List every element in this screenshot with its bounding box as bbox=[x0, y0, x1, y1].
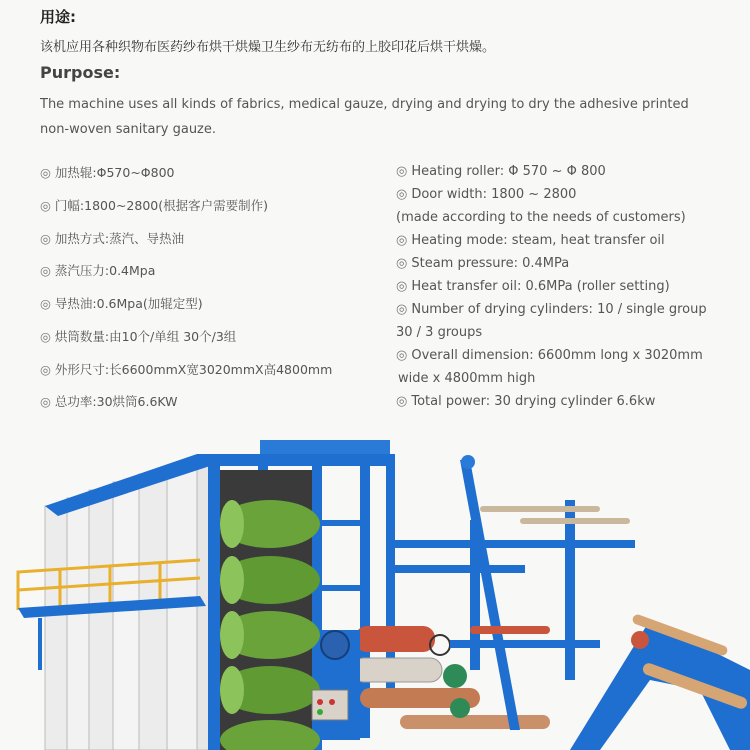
bullet-icon: ◎ bbox=[40, 329, 51, 344]
bullet-icon: ◎ bbox=[396, 233, 408, 248]
spec-cn-door-width: ◎ 门幅:1800~2800(根据客户需要制作) bbox=[40, 198, 268, 213]
bullet-icon: ◎ bbox=[396, 256, 408, 271]
spec-cn-heat-transfer-oil: ◎ 导热油:0.6Mpa(加辊定型) bbox=[40, 296, 203, 311]
purpose-text-cn: 该机应用各种织物布医药纱布烘干烘燥卫生纱布无纺布的上胶印花后烘干烘燥。 bbox=[40, 40, 496, 55]
bullet-icon: ◎ bbox=[396, 279, 408, 294]
spec-cn-overall-dimension: ◎ 外形尺寸:长6600mmX宽3020mmX高4800mm bbox=[40, 362, 333, 377]
spec-en-heat-transfer-oil: ◎ Heat transfer oil: 0.6MPa (roller setting) bbox=[396, 279, 670, 294]
bullet-icon: ◎ bbox=[396, 394, 408, 409]
spec-cn-total-power: ◎ 总功率:30烘筒6.6KW bbox=[40, 394, 178, 409]
purpose-text-en: The machine uses all kinds of fabrics, medical gauze, drying and drying to dry the adhesive printed non-woven sanitary gauze. bbox=[40, 97, 689, 137]
spec-en-door-width-note: (made according to the needs of customers) bbox=[396, 210, 686, 225]
spec-en-heating-roller: ◎ Heating roller: Φ 570 ~ Φ 800 bbox=[396, 164, 606, 179]
spec-cn-heating-roller: ◎ 加热辊:Φ570~Φ800 bbox=[40, 165, 175, 180]
spec-en-total-power: ◎ Total power: 30 drying cylinder 6.6kw bbox=[396, 394, 656, 409]
spec-en-overall-dimension: ◎ Overall dimension: 6600mm long x 3020mm bbox=[396, 348, 703, 363]
purpose-heading-cn: 用途: bbox=[40, 8, 76, 26]
drying-machine-illustration bbox=[0, 440, 750, 750]
bullet-icon: ◎ bbox=[40, 296, 51, 311]
bullet-icon: ◎ bbox=[40, 263, 51, 278]
purpose-heading-en: Purpose: bbox=[40, 63, 121, 82]
spec-cn-heating-mode: ◎ 加热方式:蒸汽、导热油 bbox=[40, 231, 185, 246]
spec-en-steam-pressure: ◎ Steam pressure: 0.4MPa bbox=[396, 256, 570, 271]
spec-en-door-width: ◎ Door width: 1800 ~ 2800 bbox=[396, 187, 577, 202]
spec-en-heating-mode: ◎ Heating mode: steam, heat transfer oil bbox=[396, 233, 665, 248]
bullet-icon: ◎ bbox=[40, 231, 51, 246]
bullet-icon: ◎ bbox=[40, 394, 51, 409]
bullet-icon: ◎ bbox=[396, 348, 408, 363]
spec-en-overall-dimension-cont: wide x 4800mm high bbox=[398, 371, 536, 386]
bullet-icon: ◎ bbox=[40, 362, 51, 377]
bullet-icon: ◎ bbox=[396, 164, 408, 179]
spec-cn-drying-cylinders: ◎ 烘筒数量:由10个/单组 30个/3组 bbox=[40, 329, 237, 344]
spec-cn-steam-pressure: ◎ 蒸汽压力:0.4Mpa bbox=[40, 263, 156, 278]
bullet-icon: ◎ bbox=[396, 302, 408, 317]
bullet-icon: ◎ bbox=[40, 198, 51, 213]
bullet-icon: ◎ bbox=[396, 187, 408, 202]
bullet-icon: ◎ bbox=[40, 165, 51, 180]
spec-en-drying-cylinders: ◎ Number of drying cylinders: 10 / single group bbox=[396, 302, 707, 317]
spec-en-drying-cylinders-cont: 30 / 3 groups bbox=[396, 325, 483, 340]
